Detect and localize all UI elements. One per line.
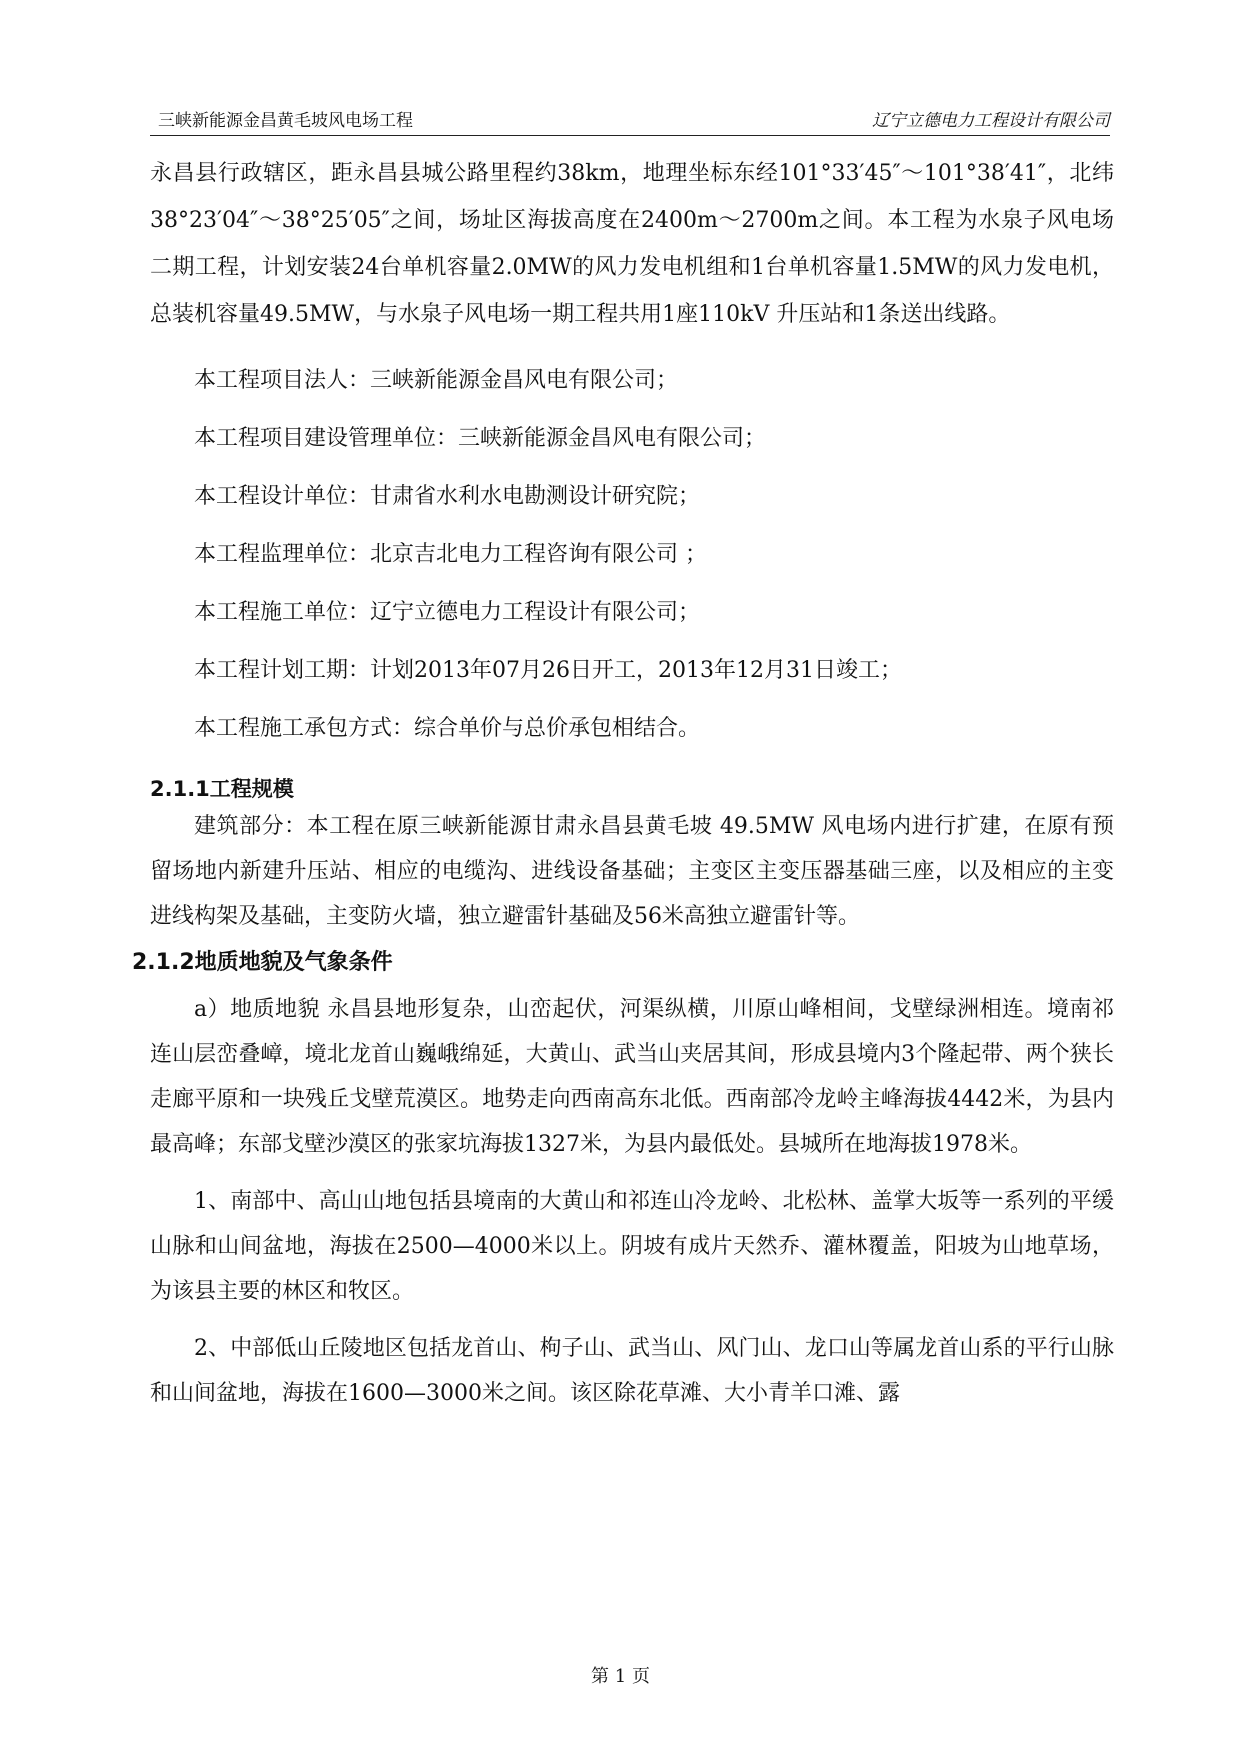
item-legal-person: 本工程项目法人：三峡新能源金昌风电有限公司；	[194, 368, 679, 393]
page-number: 第 1 页	[591, 1666, 650, 1687]
item-schedule: 本工程计划工期：计划2013年07月26日开工，2013年12月31日竣工；	[194, 658, 902, 683]
item-management-unit: 本工程项目建设管理单位：三峡新能源金昌风电有限公司；	[194, 426, 767, 451]
section-2-1-1-text: 建筑部分：本工程在原三峡新能源甘肃永昌县黄毛坡 49.5MW 风电场内进行扩建，在原有预留场地内新建升压站、相应的电缆沟、进线设备基础；主变区主变压器基础三座，以及相应的主变进线构架及基础，主变防火墙，独立避雷针基础及56米高独立避雷针等。	[150, 814, 1114, 929]
item-supervision-unit: 本工程监理单位：北京吉北电力工程咨询有限公司 ；	[194, 542, 707, 567]
section-heading-2-1-2: 2.1.2地质地貌及气象条件	[132, 950, 393, 975]
intro-paragraph: 永昌县行政辖区，距永昌县城公路里程约38km，地理坐标东经101°33′45″～101°38′41″，北纬38°23′04″～38°25′05″之间，场址区海拔高度在2400m～2700m之间。本工程为水泉子风电场二期工程，计划安装24台单机容量2.0MW的风力发电机组和1台单机容量1.5MW的风力发电机，总装机容量49.5MW，与水泉子风电场一期工程共用1座110kV 升压站和1条送出线路。	[150, 161, 1114, 327]
document-body	[132, 150, 1114, 1416]
item-design-unit: 本工程设计单位：甘肃省水利水电勘测设计研究院；	[194, 484, 701, 509]
header-company-name: 辽宁立德电力工程设计有限公司	[872, 111, 1110, 131]
item-contract-mode: 本工程施工承包方式：综合单价与总价承包相结合。	[194, 716, 701, 741]
south-mountains-paragraph: 1、南部中、高山山地包括县境南的大黄山和祁连山冷龙岭、北松林、盖掌大坂等一系列的平缓山脉和山间盆地，海拔在2500—4000米以上。阴坡有成片天然乔、灌林覆盖，阳坡为山地草场，为该县主要的林区和牧区。	[150, 1189, 1114, 1304]
section-heading-2-1-1: 2.1.1工程规模	[150, 777, 294, 801]
page-header	[150, 105, 1110, 136]
header-project-name: 三峡新能源金昌黄毛坡风电场工程	[158, 111, 413, 131]
central-hills-paragraph: 2、中部低山丘陵地区包括龙首山、枸子山、武当山、风门山、龙口山等属龙首山系的平行山脉和山间盆地，海拔在1600—3000米之间。该区除花草滩、大小青羊口滩、露	[150, 1336, 1114, 1406]
item-construction-unit: 本工程施工单位：辽宁立德电力工程设计有限公司；	[194, 600, 701, 625]
geology-paragraph: a）地质地貌 永昌县地形复杂，山峦起伏，河渠纵横，川原山峰相间，戈壁绿洲相连。境南祁连山层峦叠嶂，境北龙首山巍峨绵延，大黄山、武当山夹居其间，形成县境内3个隆起带、两个狭长走廊平原和一块残丘戈壁荒漠区。地势走向西南高东北低。西南部冷龙岭主峰海拔4442米，为县内最高峰；东部戈壁沙漠区的张家坑海拔1327米，为县内最低处。县城所在地海拔1978米。	[150, 997, 1114, 1157]
